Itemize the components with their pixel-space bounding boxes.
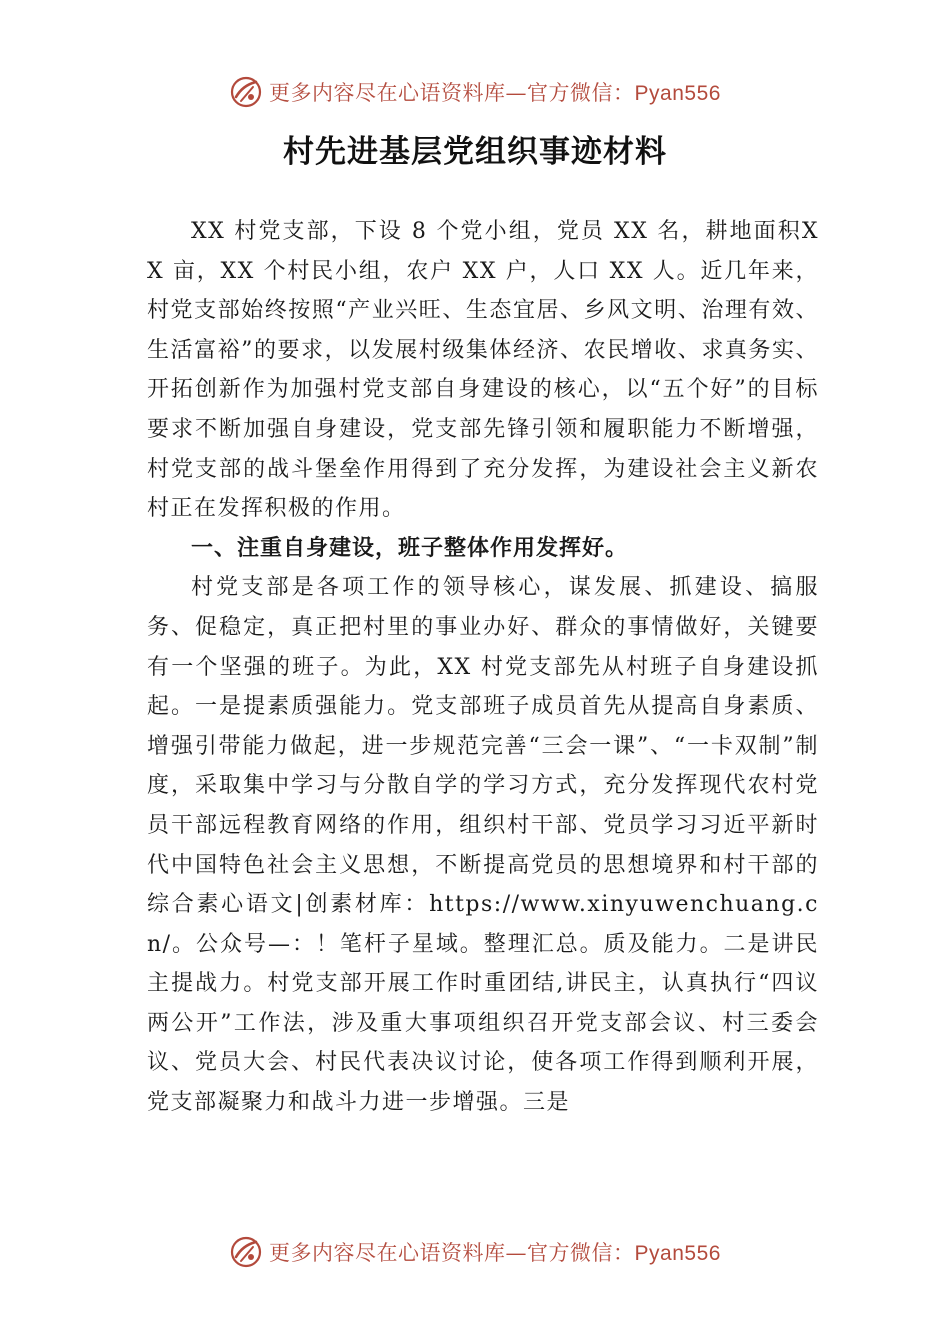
- section-heading-1: 一、注重自身建设，班子整体作用发挥好。: [191, 535, 629, 561]
- watermark-footer: [0, 1232, 950, 1272]
- watermark-header: [0, 72, 950, 112]
- paragraph-intro: XX 村党支部，下设 8 个党小组，党员 XX 名，耕地面积XX 亩，XX 个村民小组，农户 XX 户，人口 XX 人。近几年来， 村党支部始终按照“产业兴旺、生态宜居、乡风文明、治理有效、生活富裕”的要求，以发展村级集体经济、农民增收、求真务实、开拓创新作为加强村党支部自身建设的核心，以“五个好”的目标要求不断加强自身建设，党支部先锋引领和履职能力不断增强，村党支部的战斗堡垒作用得到了充分发挥，为建设社会主义新农村正在发挥积极的作用。: [147, 219, 819, 522]
- watermark-text: 更多内容尽在心语资料库—官方微信：Pyan556: [269, 1241, 721, 1265]
- document-title: 村先进基层党组织事迹材料: [283, 134, 667, 170]
- watermark-text: 更多内容尽在心语资料库—官方微信：Pyan556: [269, 81, 721, 105]
- document-body: [147, 212, 819, 1123]
- paragraph-section-1: 村党支部是各项工作的领导核心，谋发展、抓建设、搞服务、促稳定，真正把村里的事业办好、群众的事情做好，关键要有一个坚强的班子。为此，XX 村党支部先从村班子自身建设抓起。一是提素质强能力。党支部班子成员首先从提高自身素质、增强引带能力做起，进一步规范完善“三会一课”、“一卡双制”制度，采取集中学习与分散自学的学习方式，充分发挥现代农村党员干部远程教育网络的作用，组织村干部、党员学习习近平新时代中国特色社会主义思想，不断提高党员的思想境界和村干部的综合素心语文|创素材库：https://www.xinyuwenchuang.cn/。公众号—：！笔杆子星域。整理汇总。质及能力。二是讲民主提战力。村党支部开展工作时重团结,讲民主，认真执行“四议两公开”工作法，涉及重大事项组织召开党支部会议、村三委会议、党员大会、村民代表决议讨论，使各项工作得到顺利开展，党支部凝聚力和战斗力进一步增强。三是: [147, 575, 819, 1116]
- watermark-logo-icon: [229, 75, 263, 109]
- watermark-logo-icon: [229, 1235, 263, 1269]
